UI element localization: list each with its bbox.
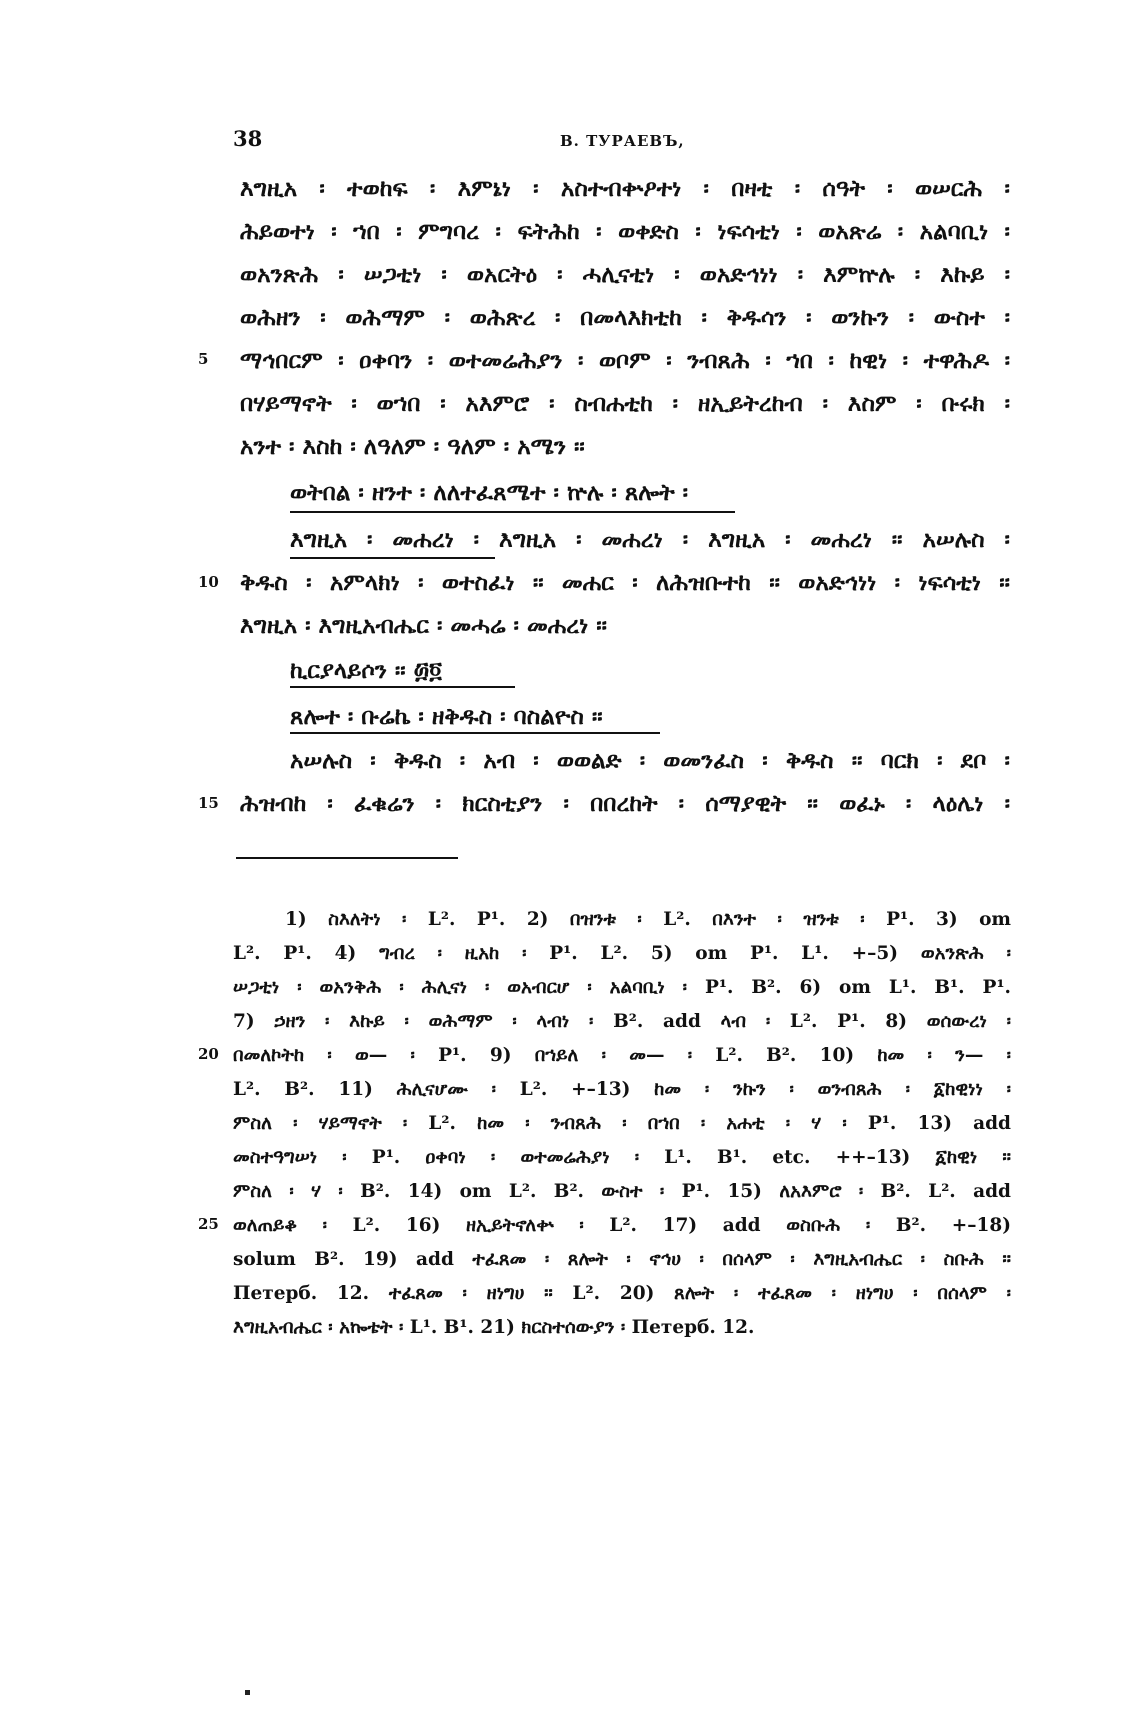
text-line: እግዚአ ፡ ተወከፍ ፡ እምኔነ ፡ አስተብቍዖተነ ፡ በዛቲ ፡ ሰዓት ፡ ወሠርሕ ፡: [240, 175, 1010, 202]
text-line: ማኅበርም ፡ ዐቀባን ፡ ወተመሬሕያን ፡ ወቦም ፡ ንብጸሕ ፡ ኀበ ፡ ከዊነ ፡ ተዋሕዶ ፡: [240, 347, 1010, 374]
footnote-separator: [236, 857, 458, 859]
text-line: ሕይወተነ ፡ ኀበ ፡ ምግባረ ፡ ፍትሕከ ፡ ወቀድስ ፡ ነፍሳቲነ ፡ ወአጽሬ ፡ አልባቢነ ፡: [240, 218, 1010, 245]
line-number: 15: [198, 794, 219, 812]
line-number: 25: [198, 1215, 219, 1233]
heading-underline: [290, 732, 660, 734]
text-line: አንተ ፡ እስከ ፡ ለዓለም ፡ ዓለም ፡ አሜን ።: [240, 433, 585, 460]
footnote-line: ሠጋቲነ ፡ ወአንቅሕ ፡ ሕሊናነ ፡ ወአብርሆ ፡ አልባቢነ ፡ P¹. B². 6) om L¹. B¹. P¹.: [233, 977, 1011, 998]
heading-underline: [290, 511, 735, 513]
print-speck: [245, 1690, 250, 1695]
line-number: 10: [198, 573, 219, 591]
text-line: እግዚአ ፡ መሐረነ ፡ እግዚአ ፡ መሐረነ ፡ እግዚአ ፡ መሐረነ ። አሠሉስ ፡: [290, 526, 1010, 553]
footnote-line: solum B². 19) add ተፈጸመ ፡ ጸሎት ፡ ኖኅሀ ፡ በሰላም ፡ እግዚአብሔር ፡ ስቡሕ ።: [233, 1249, 1011, 1270]
text-line: ቅዱስ ፡ አምላክነ ፡ ወተስፈነ ። መሐር ፡ ለሕዝቡተከ ። ወአድኅነነ ፡ ነፍሳቲነ ።: [240, 569, 1010, 596]
footnote-line: 7) ኃዘን ፡ እኩይ ፡ ወሕማም ፡ ላብነ ፡ B². add ላብ ፡ L². P¹. 8) ወሰውረነ ፡: [233, 1011, 1011, 1032]
heading-underline: [290, 686, 515, 688]
footnote-line: L². B². 11) ሕሊናሆሙ ፡ L². +–13) ከመ ፡ ንኩን ፡ ወንብጸሕ ፡ ፩ከዊነነ ፡: [233, 1079, 1011, 1100]
text-line: እግዚአ ፡ እግዚአብሔር ፡ መሓሬ ፡ መሐረነ ።: [240, 612, 607, 639]
section-heading: ወትበል ፡ ዘንተ ፡ ለለተፈጸሜተ ፡ ኵሉ ፡ ጸሎት ፡: [290, 479, 689, 506]
footnote-line: Петерб. 12. ተፈጸመ ፡ ዘነግሀ ። L². 20) ጸሎት ፡ ተፈጸመ ፡ ዘነግሀ ፡ በሰላም ፡: [233, 1283, 1011, 1304]
page-number: 38: [233, 126, 263, 151]
footnote-line: በመለኮትከ ፡ ወ— ፡ P¹. 9) በኀይለ ፡ መ— ፡ L². B². 10) ከመ ፡ ን— ፡: [233, 1045, 1011, 1066]
text-line: ወሕዘን ፡ ወሕማም ፡ ወሕጽረ ፡ በመላእክቲከ ፡ ቅዱሳን ፡ ወንኩን ፡ ውስተ ፡: [240, 304, 1010, 331]
footnote-line: እግዚአብሔር ፡ አኰቴት ፡ L¹. B¹. 21) ክርስተሰውያን ፡ Петерб. 12.: [233, 1317, 755, 1338]
text-line: በሃይማኖት ፡ ወኀበ ፡ አእምሮ ፡ ስብሐቲከ ፡ ዘኢይትረከብ ፡ እስም ፡ ቡሩክ ፡: [240, 390, 1010, 417]
footnote-line: መስተዓግሠነ ፡ P¹. ዐቀባነ ፡ ወተመሬሕያነ ፡ L¹. B¹. etc. ++–13) ፩ከዊነ ።: [233, 1147, 1011, 1168]
line-number: 5: [198, 350, 209, 368]
footnote-line: L². P¹. 4) ግብረ ፡ ዚአከ ፡ P¹. L². 5) om P¹. L¹. +–5) ወአንጽሕ ፡: [233, 943, 1011, 964]
footnote-line: 1) ስእለትነ ፡ L². P¹. 2) በዝንቱ ፡ L². በእንተ ፡ ዝንቱ ፡ P¹. 3) om: [285, 909, 1011, 930]
footnote-line: ምስለ ፡ ሃይማኖት ፡ L². ከመ ፡ ንብጸሕ ፡ በኀበ ፡ አሐቲ ፡ ሃ ፡ P¹. 13) add: [233, 1113, 1011, 1134]
text-line: ሕዝብከ ፡ ፈቁሬን ፡ ክርስቲያን ፡ በበረከት ፡ ሰማያዊት ። ወፈኑ ፡ ላዕሌነ ፡: [240, 790, 1010, 817]
running-title: В. ТУРАЕВЪ,: [560, 132, 685, 150]
line-number: 20: [198, 1045, 219, 1063]
text-line: ወአንጽሕ ፡ ሠጋቲነ ፡ ወአርትዕ ፡ ሓሊናቲነ ፡ ወአድኅነነ ፡ እምኵሉ ፡ እኩይ ፡: [240, 261, 1010, 288]
footnote-line: ወለጠይቆ ፡ L². 16) ዘኢይትኖለቍ ፡ L². 17) add ወስቡሕ ፡ B². +–18): [233, 1215, 1011, 1236]
footnote-line: ምስለ ፡ ሃ ፡ B². 14) om L². B². ውስተ ፡ P¹. 15) ለአእምሮ ፡ B². L². add: [233, 1181, 1011, 1202]
section-heading: ኪርያላይሶን ። ፴፬: [290, 657, 442, 684]
text-underline: [290, 557, 495, 559]
text-line: አሠሉስ ፡ ቅዱስ ፡ አብ ፡ ወወልድ ፡ ወመንፈስ ፡ ቅዱስ ። ባርክ ፡ ደቦ ፡: [290, 747, 1010, 774]
section-subheading: ጸሎተ ፡ ቡሬኬ ፡ ዘቅዱስ ፡ ባስልዮስ ።: [290, 703, 603, 730]
